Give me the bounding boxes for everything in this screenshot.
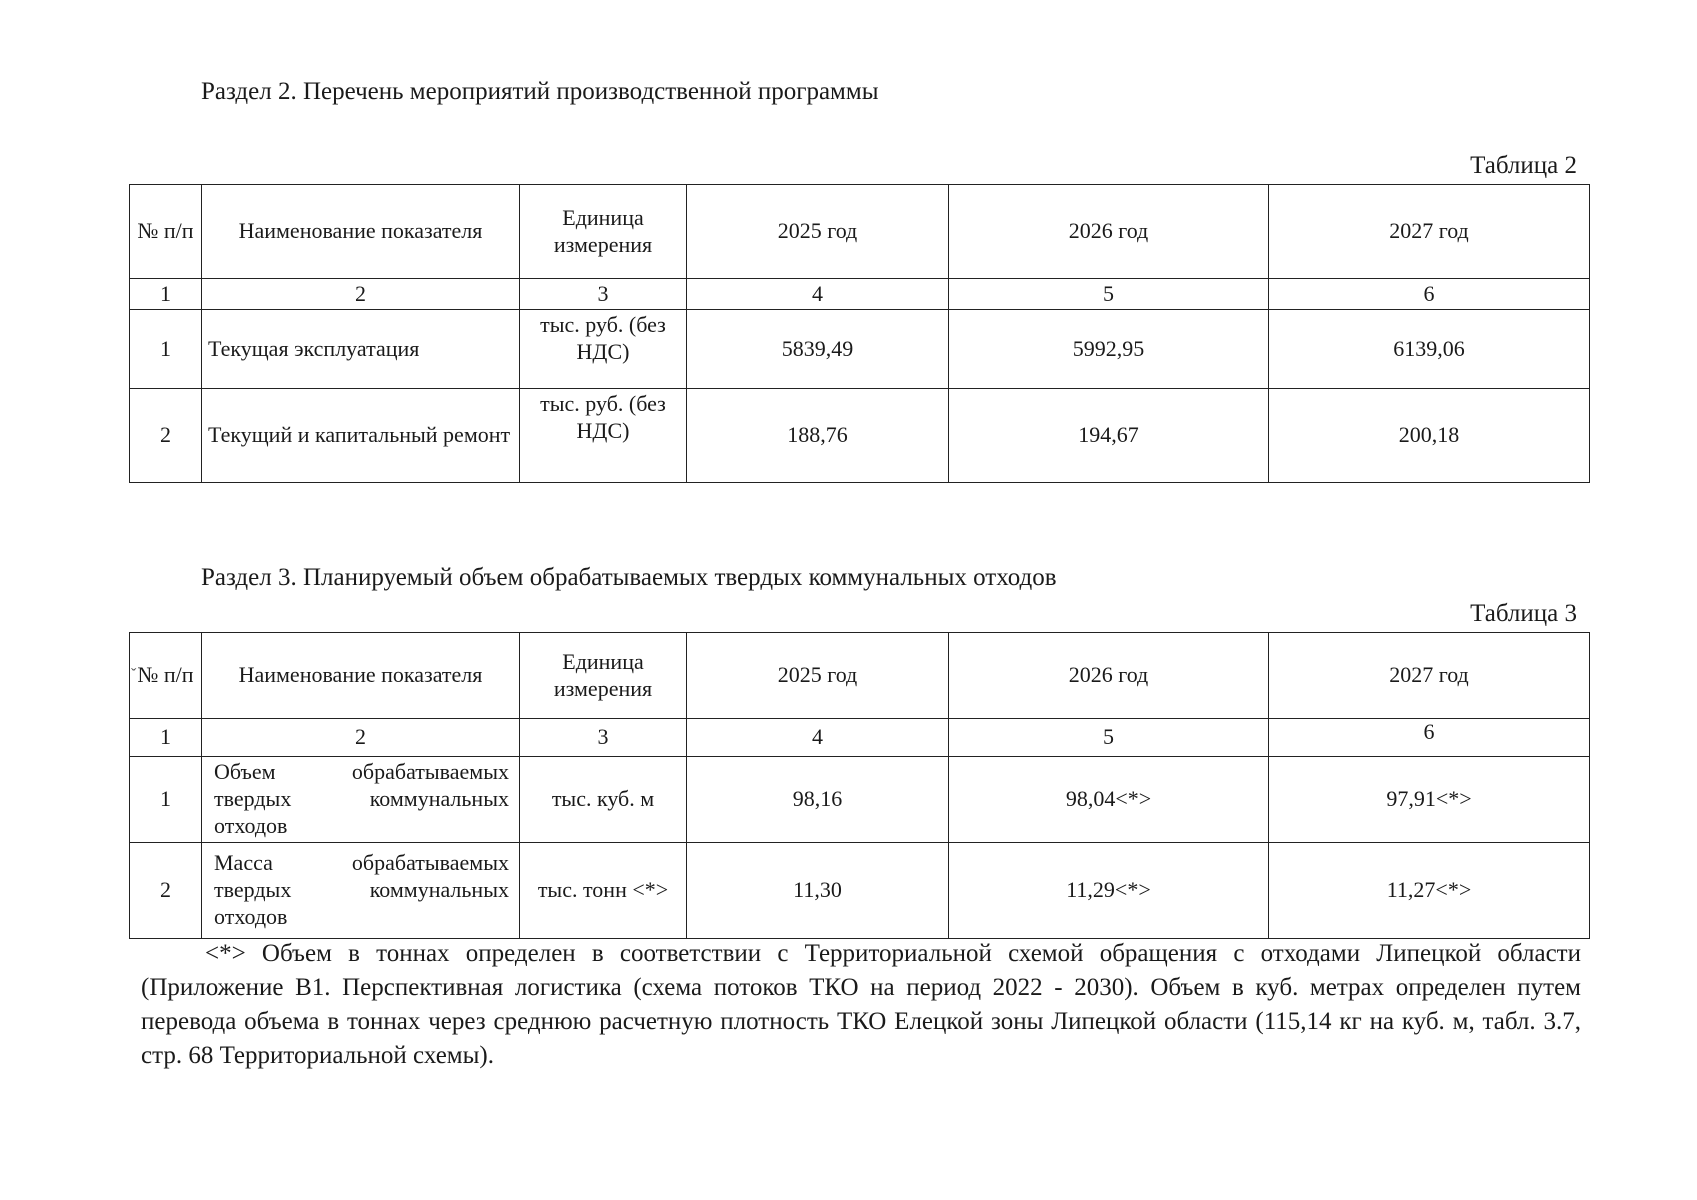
header-year-2026: 2026 год	[949, 185, 1269, 279]
header-unit: Единица измерения	[520, 633, 687, 719]
indicator-line: отходов	[214, 812, 288, 838]
row-value-2025: 5839,49	[687, 310, 949, 389]
header-number: № п/п	[130, 185, 202, 279]
table-3	[129, 632, 1590, 939]
indicator-line: Масса обрабатываемых	[214, 850, 509, 876]
indicator-line: отходов	[214, 903, 288, 929]
header-indicator-name: Наименование показателя	[202, 185, 520, 279]
header-number: № п/п	[130, 633, 202, 719]
row-value-2026: 5992,95	[949, 310, 1269, 389]
table-2-header-row	[130, 185, 1590, 279]
row-unit: тыс. тонн <*>	[520, 843, 687, 939]
row-number: 1	[130, 757, 202, 843]
row-number: 2	[130, 389, 202, 483]
table-3-index-row	[130, 719, 1590, 757]
index-cell: 4	[687, 719, 949, 757]
table-2	[129, 184, 1590, 483]
row-value-2027: 97,91<*>	[1269, 757, 1590, 843]
footnote: <*> Объем в тоннах определен в соответствии с Территориальной схемой обращения с отходами Липецкой области (Приложение В1. Перспективная логистика (схема потоков ТКО на период 2022 - 2030). Объем в куб. метрах определен путем перевода объема в тоннах через среднюю расчетную плотность ТКО Елецкой зоны Липецкой области (115,14 кг на куб. м, табл. 3.7, стр. 68 Территориальной схемы).	[141, 940, 1581, 1069]
row-number: 2	[130, 843, 202, 939]
row-value-2027: 11,27<*>	[1269, 843, 1590, 939]
table-3-header-row	[130, 633, 1590, 719]
section-2-heading: Раздел 2. Перечень мероприятий производственной программы	[201, 78, 879, 105]
index-cell: 4	[687, 279, 949, 310]
row-indicator-name: Текущая эксплуатация	[202, 310, 520, 389]
row-unit: тыс. руб. (без НДС)	[520, 389, 687, 483]
index-cell: 3	[520, 279, 687, 310]
index-cell: 1	[130, 279, 202, 310]
row-indicator-name: Текущий и капитальный ремонт	[202, 389, 520, 483]
header-indicator-name: Наименование показателя	[202, 633, 520, 719]
index-cell: 6	[1269, 719, 1590, 757]
index-cell: 5	[949, 279, 1269, 310]
index-cell: 2	[202, 719, 520, 757]
header-year-2027: 2027 год	[1269, 633, 1590, 719]
scan-mark: ˇ	[131, 666, 137, 683]
row-indicator-name	[202, 843, 520, 939]
row-unit: тыс. куб. м	[520, 757, 687, 843]
header-year-2025: 2025 год	[687, 185, 949, 279]
index-cell: 1	[130, 719, 202, 757]
table-3-caption: Таблица 3	[1470, 600, 1577, 627]
table-row	[130, 389, 1590, 483]
index-cell: 5	[949, 719, 1269, 757]
table-2-caption: Таблица 2	[1470, 152, 1577, 179]
row-value-2025: 188,76	[687, 389, 949, 483]
table-row	[130, 843, 1590, 939]
row-value-2026: 98,04<*>	[949, 757, 1269, 843]
table-row	[130, 310, 1590, 389]
row-value-2026: 194,67	[949, 389, 1269, 483]
index-cell: 6	[1269, 279, 1590, 310]
row-indicator-name	[202, 757, 520, 843]
indicator-line: Объем обрабатываемых	[214, 759, 509, 785]
indicator-line: твердых коммунальных	[214, 786, 509, 812]
header-year-2025: 2025 год	[687, 633, 949, 719]
index-cell: 3	[520, 719, 687, 757]
section-3-heading: Раздел 3. Планируемый объем обрабатываемых твердых коммунальных отходов	[201, 564, 1057, 591]
header-year-2026: 2026 год	[949, 633, 1269, 719]
row-value-2027: 6139,06	[1269, 310, 1590, 389]
header-unit: Единица измерения	[520, 185, 687, 279]
table-2-index-row	[130, 279, 1590, 310]
table-row	[130, 757, 1590, 843]
row-unit: тыс. руб. (без НДС)	[520, 310, 687, 389]
row-value-2025: 98,16	[687, 757, 949, 843]
row-value-2025: 11,30	[687, 843, 949, 939]
row-value-2027: 200,18	[1269, 389, 1590, 483]
row-number: 1	[130, 310, 202, 389]
indicator-line: твердых коммунальных	[214, 877, 509, 903]
header-year-2027: 2027 год	[1269, 185, 1590, 279]
index-cell: 2	[202, 279, 520, 310]
row-value-2026: 11,29<*>	[949, 843, 1269, 939]
